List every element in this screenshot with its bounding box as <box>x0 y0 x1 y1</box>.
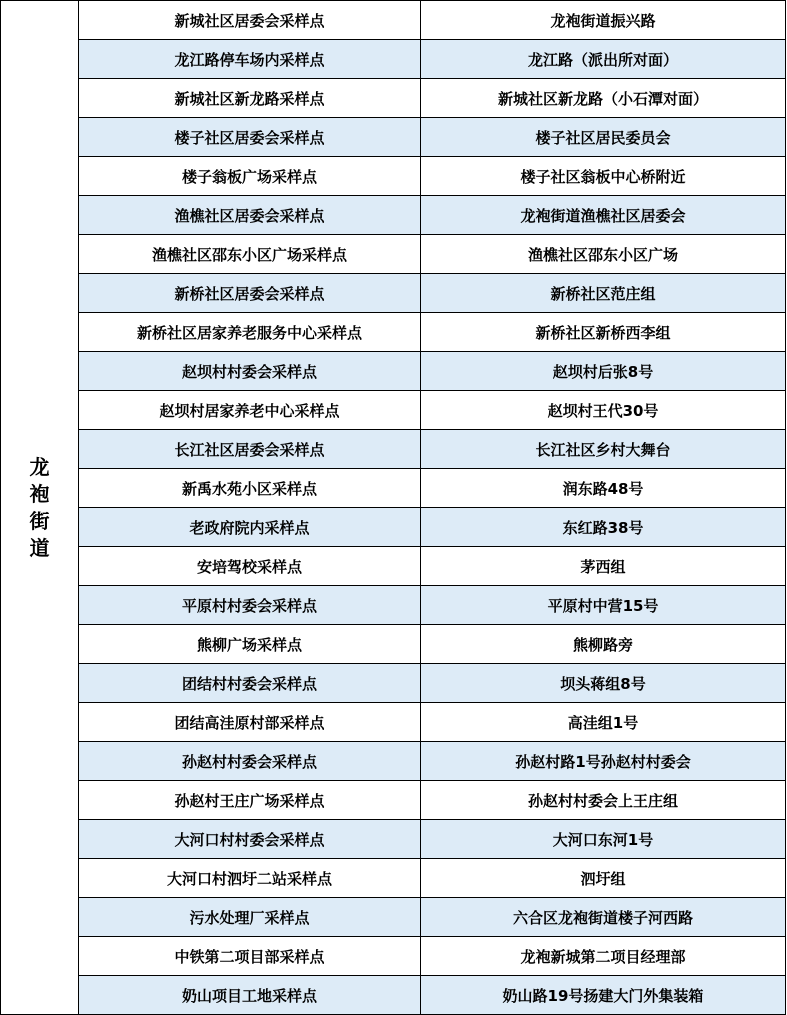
district-name: 龙袍街道 <box>29 454 50 560</box>
sampling-site-name: 楼子社区居委会采样点 <box>79 118 421 157</box>
sampling-site-address: 六合区龙袍街道楼子河西路 <box>421 898 786 937</box>
sampling-site-name: 新桥社区居委会采样点 <box>79 274 421 313</box>
sampling-site-name: 新城社区居委会采样点 <box>79 1 421 40</box>
sampling-site-name: 龙江路停车场内采样点 <box>79 40 421 79</box>
sampling-site-name: 团结高洼原村部采样点 <box>79 703 421 742</box>
table-body <box>1 1 786 1015</box>
sampling-site-address: 熊柳路旁 <box>421 625 786 664</box>
table-row <box>1 742 786 781</box>
sampling-site-address: 坝头蒋组8号 <box>421 664 786 703</box>
table-row <box>1 157 786 196</box>
sampling-site-address: 平原村中营15号 <box>421 586 786 625</box>
table-row <box>1 391 786 430</box>
sampling-site-address: 润东路48号 <box>421 469 786 508</box>
sampling-site-name: 渔樵社区居委会采样点 <box>79 196 421 235</box>
table-row <box>1 664 786 703</box>
table-row <box>1 820 786 859</box>
table-row <box>1 508 786 547</box>
table-row <box>1 118 786 157</box>
sampling-site-name: 熊柳广场采样点 <box>79 625 421 664</box>
sampling-site-address: 新城社区新龙路（小石潭对面） <box>421 79 786 118</box>
sampling-site-address: 长江社区乡村大舞台 <box>421 430 786 469</box>
sampling-site-name: 污水处理厂采样点 <box>79 898 421 937</box>
table-row <box>1 79 786 118</box>
sampling-site-address: 楼子社区翁板中心桥附近 <box>421 157 786 196</box>
table-row <box>1 274 786 313</box>
sampling-site-address: 东红路38号 <box>421 508 786 547</box>
sampling-site-name: 赵坝村居家养老中心采样点 <box>79 391 421 430</box>
sampling-site-name: 中铁第二项目部采样点 <box>79 937 421 976</box>
sampling-site-address: 新桥社区范庄组 <box>421 274 786 313</box>
sampling-site-address: 赵坝村后张8号 <box>421 352 786 391</box>
table-row <box>1 625 786 664</box>
sampling-site-address: 孙赵村村委会上王庄组 <box>421 781 786 820</box>
sampling-site-address: 龙江路（派出所对面） <box>421 40 786 79</box>
sampling-site-address: 孙赵村路1号孙赵村村委会 <box>421 742 786 781</box>
sampling-site-address: 龙袍新城第二项目经理部 <box>421 937 786 976</box>
sampling-site-name: 新禹水苑小区采样点 <box>79 469 421 508</box>
sampling-site-name: 奶山项目工地采样点 <box>79 976 421 1015</box>
sampling-site-name: 大河口村泗圩二站采样点 <box>79 859 421 898</box>
sampling-site-name: 楼子翁板广场采样点 <box>79 157 421 196</box>
table-row <box>1 40 786 79</box>
table-row <box>1 352 786 391</box>
sampling-site-address: 赵坝村王代30号 <box>421 391 786 430</box>
sampling-site-address: 大河口东河1号 <box>421 820 786 859</box>
sampling-site-name: 孙赵村王庄广场采样点 <box>79 781 421 820</box>
sampling-site-address: 高洼组1号 <box>421 703 786 742</box>
sampling-site-name: 新桥社区居家养老服务中心采样点 <box>79 313 421 352</box>
table-row <box>1 430 786 469</box>
sampling-site-name: 渔樵社区邵东小区广场采样点 <box>79 235 421 274</box>
sampling-site-address: 楼子社区居民委员会 <box>421 118 786 157</box>
table-row <box>1 859 786 898</box>
district-cell <box>1 1 79 1015</box>
table-row <box>1 313 786 352</box>
sampling-site-name: 赵坝村村委会采样点 <box>79 352 421 391</box>
sampling-site-address: 龙袍街道渔樵社区居委会 <box>421 196 786 235</box>
sampling-site-name: 平原村村委会采样点 <box>79 586 421 625</box>
table-row <box>1 547 786 586</box>
sampling-site-address: 泗圩组 <box>421 859 786 898</box>
sampling-site-address: 渔樵社区邵东小区广场 <box>421 235 786 274</box>
sampling-site-name: 老政府院内采样点 <box>79 508 421 547</box>
sampling-site-address: 龙袍街道振兴路 <box>421 1 786 40</box>
table-row <box>1 196 786 235</box>
table-row <box>1 1 786 40</box>
sampling-site-name: 大河口村村委会采样点 <box>79 820 421 859</box>
sampling-site-name: 安培驾校采样点 <box>79 547 421 586</box>
table-row <box>1 586 786 625</box>
sampling-site-address: 新桥社区新桥西李组 <box>421 313 786 352</box>
sampling-site-name: 团结村村委会采样点 <box>79 664 421 703</box>
sampling-site-address: 茅西组 <box>421 547 786 586</box>
table-row <box>1 235 786 274</box>
table-row <box>1 703 786 742</box>
table-row <box>1 898 786 937</box>
sampling-site-name: 新城社区新龙路采样点 <box>79 79 421 118</box>
sampling-site-name: 长江社区居委会采样点 <box>79 430 421 469</box>
sampling-site-address: 奶山路19号扬建大门外集装箱 <box>421 976 786 1015</box>
table-row <box>1 937 786 976</box>
table-row <box>1 976 786 1015</box>
table-row <box>1 469 786 508</box>
sampling-site-name: 孙赵村村委会采样点 <box>79 742 421 781</box>
table-row <box>1 781 786 820</box>
